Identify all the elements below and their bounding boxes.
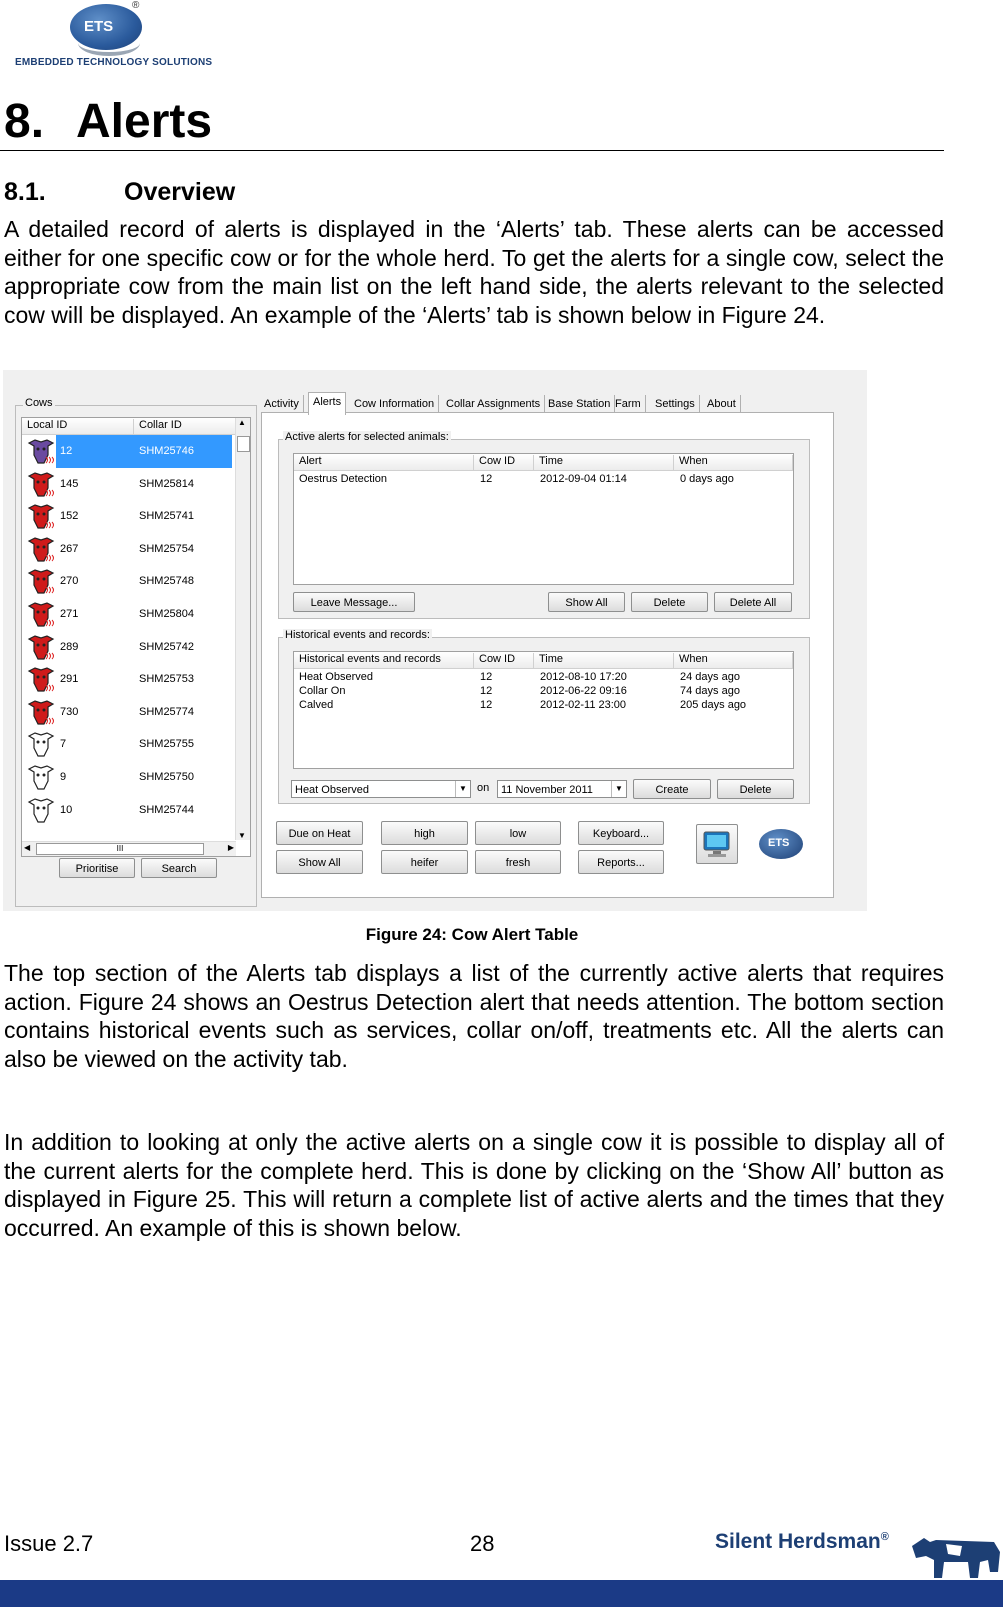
calendar-dropdown-icon[interactable]: ▼ (611, 781, 626, 797)
corner-logo-text: ETS (768, 837, 790, 849)
scroll-left-icon[interactable]: ◀ (24, 843, 31, 852)
alert-alert: Oestrus Detection (299, 473, 388, 485)
cow-local-id: 291 (60, 673, 79, 686)
cow-list-row[interactable] (22, 565, 232, 598)
keyboard-button[interactable]: Keyboard... (578, 821, 664, 845)
cow-list-row[interactable] (22, 500, 232, 533)
cow-local-id: 730 (60, 705, 79, 718)
alert-time: 2012-09-04 01:14 (540, 473, 627, 485)
logo-text: ETS (84, 18, 114, 35)
col-hist-when[interactable]: When (674, 653, 793, 668)
ets-corner-logo (755, 817, 811, 867)
fresh-button[interactable]: fresh (475, 850, 561, 874)
show-all-alerts-button[interactable]: Show All (548, 592, 625, 612)
active-alert-row[interactable] (294, 472, 793, 487)
footer-bar (0, 1580, 1003, 1607)
tab-activity[interactable]: Activity (260, 395, 304, 413)
history-when: 74 days ago (680, 685, 740, 697)
show-all-herd-button[interactable]: Show All (276, 850, 363, 874)
history-time: 2012-08-10 17:20 (540, 671, 627, 683)
col-alert[interactable]: Alert (294, 455, 474, 470)
tab-cow-information[interactable]: Cow Information (350, 395, 439, 413)
cow-heat-icon (26, 470, 56, 500)
cow-local-id: 7 (60, 738, 67, 751)
figure-screenshot (3, 370, 867, 911)
col-local-id[interactable]: Local ID (22, 419, 134, 434)
delete-all-button[interactable]: Delete All (714, 592, 792, 612)
subsection-heading (4, 178, 235, 207)
event-date-picker[interactable] (497, 780, 627, 798)
cow-collar-id: SHM25741 (139, 510, 195, 523)
history-cow-id: 12 (480, 685, 493, 697)
paragraph-3: In addition to looking at only the active alerts on a single cow it is possible to display all of the current alerts for the complete herd. This is done by clicking on the ‘Show All’ button as displayed in Figure 25. This will return a complete list of active alerts and the times that they occurred. An example of this is shown below. (4, 1129, 944, 1241)
cow-collar-id: SHM25804 (139, 608, 195, 620)
history-when: 205 days ago (680, 699, 747, 711)
registered-mark: ® (132, 0, 140, 11)
cow-collar-id: SHM25774 (139, 705, 195, 718)
history-when: 24 days ago (680, 671, 740, 683)
company-name: EMBEDDED TECHNOLOGY SOLUTIONS (15, 57, 213, 68)
due-on-heat-button[interactable]: Due on Heat (276, 821, 363, 845)
cow-normal-icon (26, 730, 56, 760)
scroll-up-icon[interactable]: ▲ (238, 418, 246, 427)
cow-list-row[interactable] (22, 468, 232, 501)
cow-list-row[interactable] (22, 533, 232, 566)
tab-about[interactable]: About (703, 395, 741, 413)
cows-group-title: Cows (25, 397, 53, 409)
cow-heat-icon (26, 567, 56, 597)
col-historical-event[interactable]: Historical events and records (294, 653, 474, 668)
cow-collar-id: SHM25754 (139, 542, 195, 555)
cow-local-id: 145 (60, 477, 79, 490)
cow-local-id: 271 (60, 608, 79, 620)
cow-local-id: 267 (60, 542, 79, 555)
cow-collar-id: SHM25750 (139, 771, 195, 783)
tab-alerts[interactable]: Alerts (308, 392, 346, 415)
cow-local-id: 270 (60, 575, 79, 588)
cow-collar-id: SHM25755 (139, 738, 195, 751)
col-collar-id[interactable]: Collar ID (134, 419, 236, 434)
scroll-right-icon[interactable]: ▶ (227, 843, 234, 852)
tab-base-station[interactable]: Base Station (544, 395, 615, 413)
historical-row[interactable] (294, 684, 793, 699)
display-toggle-button[interactable] (696, 824, 738, 864)
historical-table[interactable] (293, 651, 794, 769)
brand-mark: ® (880, 1531, 889, 1543)
cow-collar-id: SHM25814 (139, 477, 195, 490)
search-button[interactable]: Search (141, 858, 217, 878)
cow-list[interactable] (21, 417, 251, 857)
cow-normal-icon (26, 763, 56, 793)
cow-heat-icon (26, 698, 56, 728)
cow-heat-icon (26, 633, 56, 663)
active-alerts-table[interactable] (293, 453, 794, 585)
cow-list-row[interactable] (22, 696, 232, 729)
section-heading (4, 94, 212, 149)
cow-local-id: 9 (60, 771, 67, 783)
cow-collar-id: SHM25748 (139, 575, 195, 588)
section-title: Alerts (76, 95, 213, 148)
cow-collar-id: SHM25746 (139, 445, 195, 457)
history-cow-id: 12 (480, 671, 493, 683)
historical-row[interactable] (294, 698, 793, 713)
silent-herdsman-logo (715, 1530, 889, 1554)
hscroll-thumb[interactable]: III (36, 843, 204, 855)
cow-list-row[interactable] (22, 728, 232, 761)
cow-list-row[interactable] (22, 663, 232, 696)
cow-collar-id: SHM25742 (139, 640, 195, 653)
prioritise-button[interactable]: Prioritise (59, 858, 135, 878)
high-button[interactable]: high (381, 821, 468, 845)
low-button[interactable]: low (475, 821, 561, 845)
history-time: 2012-02-11 23:00 (540, 699, 627, 711)
delete-event-button[interactable]: Delete (717, 779, 794, 799)
cow-local-id: 12 (60, 445, 73, 457)
vertical-scrollbar[interactable] (235, 418, 250, 840)
figure-caption: Figure 24: Cow Alert Table (365, 925, 579, 944)
history-time: 2012-06-22 09:16 (540, 685, 627, 697)
active-alerts-title: Active alerts for selected animals: (285, 431, 449, 443)
leave-message-button[interactable]: Leave Message... (293, 592, 415, 612)
history-event: Collar On (299, 685, 346, 697)
alert-cow-id: 12 (480, 473, 493, 485)
cow-heat-icon (26, 502, 56, 532)
cow-list-row[interactable] (22, 435, 232, 468)
historical-title: Historical events and records: (285, 629, 430, 641)
historical-row[interactable] (294, 670, 793, 685)
cow-list-row[interactable] (22, 598, 232, 631)
history-event: Heat Observed (299, 671, 373, 683)
col-when[interactable]: When (674, 455, 793, 470)
cow-local-id: 152 (60, 510, 79, 523)
cow-heat-icon (26, 600, 56, 630)
create-event-button[interactable]: Create (633, 779, 711, 799)
cow-collar-id: SHM25753 (139, 673, 195, 686)
cow-list-row[interactable] (22, 631, 232, 664)
scroll-down-icon[interactable]: ▼ (238, 831, 246, 840)
subsection-title: Overview (124, 178, 236, 206)
brand-name: Silent Herdsman (715, 1530, 881, 1553)
col-hist-time[interactable]: Time (534, 653, 674, 668)
on-label: on (477, 782, 490, 794)
history-cow-id: 12 (480, 699, 493, 711)
tab-farm[interactable]: Farm (611, 395, 646, 413)
horizontal-scrollbar[interactable] (22, 841, 236, 856)
cow-local-id: 10 (60, 803, 73, 816)
event-type-select[interactable] (291, 780, 471, 798)
cow-collar-id: SHM25744 (139, 803, 195, 816)
col-cow-id[interactable]: Cow ID (474, 455, 534, 470)
issue-number: Issue 2.7 (4, 1531, 94, 1556)
cow-heat-icon (26, 437, 56, 467)
paragraph-2: The top section of the Alerts tab displays a list of the currently active alerts that requires action. Figure 24 shows an Oestrus Detection alert that needs attention. The bottom section contains historical events such as services, collar on/off, treatments etc. All the alerts can also be viewed on the activity tab. (4, 960, 944, 1072)
alert-when: 0 days ago (680, 473, 734, 485)
dropdown-arrow-icon[interactable]: ▼ (455, 781, 470, 797)
cow-silhouette-icon (906, 1532, 1002, 1584)
reports-button[interactable]: Reports... (578, 850, 664, 874)
tab-settings[interactable]: Settings (651, 395, 700, 413)
scroll-thumb[interactable] (237, 436, 250, 452)
cow-heat-icon (26, 535, 56, 565)
cow-normal-icon (26, 796, 56, 826)
event-date-value: 11 November 2011 (501, 784, 593, 796)
cow-local-id: 289 (60, 640, 79, 653)
col-time[interactable]: Time (534, 455, 674, 470)
heifer-button[interactable]: heifer (381, 850, 468, 874)
delete-alert-button[interactable]: Delete (631, 592, 708, 612)
section-number: 8. (4, 95, 45, 148)
subsection-number: 8.1. (4, 178, 46, 206)
tab-collar-assignments[interactable]: Collar Assignments (442, 395, 545, 413)
cow-list-row[interactable] (22, 761, 232, 794)
monitor-icon (697, 825, 737, 863)
page-number: 28 (470, 1531, 495, 1556)
cow-heat-icon (26, 665, 56, 695)
cow-list-row[interactable] (22, 794, 232, 827)
history-event: Calved (299, 699, 334, 711)
event-type-value: Heat Observed (295, 784, 369, 796)
paragraph-1: A detailed record of alerts is displayed in the ‘Alerts’ tab. These alerts can be accessed either for one specific cow or for the whole herd. To get the alerts for a single cow, select the appropriate cow from the main list on the left hand side, the alerts relevant to the selected cow will be displayed. An example of the ‘Alerts’ tab is shown below in Figure 24. (4, 216, 944, 328)
col-hist-cow-id[interactable]: Cow ID (474, 653, 534, 668)
heading-rule (0, 150, 944, 151)
